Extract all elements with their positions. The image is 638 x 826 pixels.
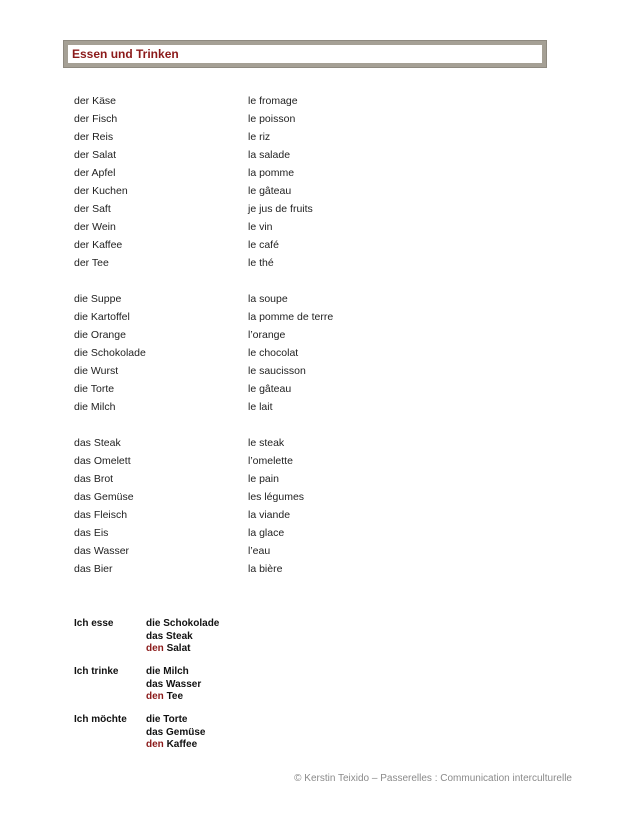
phrase-objects <box>146 618 219 656</box>
noun: Torte <box>163 714 188 725</box>
vocab-row <box>74 524 494 542</box>
german-word: das Omelett <box>74 455 131 467</box>
german-word: der Tee <box>74 257 109 269</box>
french-word: le vin <box>248 221 273 233</box>
article: die <box>146 714 161 725</box>
phrase-object <box>146 714 205 727</box>
noun: Schokolade <box>163 618 220 629</box>
french-word: le poisson <box>248 113 296 125</box>
phrase-subject: Ich möchte <box>74 714 127 725</box>
german-word: das Fleisch <box>74 509 128 521</box>
german-word: der Käse <box>74 95 117 107</box>
article: das <box>146 678 164 690</box>
article: das <box>146 630 164 642</box>
vocab-row <box>74 218 494 236</box>
footer-copyright: © Kerstin Teixido – Passerelles : Communication interculturelle <box>294 773 572 784</box>
vocab-row <box>74 110 494 128</box>
noun: Salat <box>166 643 191 654</box>
vocab-row <box>74 182 494 200</box>
german-word: die Orange <box>74 329 126 341</box>
phrase-object <box>146 631 219 644</box>
accusative-article: den <box>146 643 164 654</box>
phrase-object <box>146 618 219 631</box>
vocab-row <box>74 452 494 470</box>
vocab-row <box>74 434 494 452</box>
french-word: la pomme de terre <box>248 311 334 323</box>
noun: Tee <box>166 691 184 702</box>
vocab-group-der <box>74 92 494 272</box>
german-word: der Fisch <box>74 113 118 125</box>
french-word: le lait <box>248 401 273 413</box>
french-word: le fromage <box>248 95 298 107</box>
french-word: la salade <box>248 149 291 161</box>
vocab-row <box>74 92 494 110</box>
german-word: das Gemüse <box>74 491 134 503</box>
german-word: das Steak <box>74 437 121 449</box>
vocab-row <box>74 290 494 308</box>
german-word: der Reis <box>74 131 114 143</box>
vocab-row <box>74 506 494 524</box>
phrase-object <box>146 739 205 752</box>
vocab-row <box>74 128 494 146</box>
french-word: le steak <box>248 437 285 449</box>
german-word: das Eis <box>74 527 109 539</box>
vocab-row <box>74 344 494 362</box>
german-word: das Bier <box>74 563 113 575</box>
vocab-row <box>74 146 494 164</box>
phrase-object <box>146 691 201 704</box>
french-word: le chocolat <box>248 347 299 359</box>
german-word: die Suppe <box>74 293 122 305</box>
french-word: l’orange <box>248 329 286 341</box>
vocab-row <box>74 164 494 182</box>
page-title: Essen und Trinken <box>72 47 179 61</box>
french-word: l’omelette <box>248 455 293 467</box>
german-word: die Wurst <box>74 365 119 377</box>
german-word: das Brot <box>74 473 114 485</box>
phrase-objects <box>146 666 201 704</box>
vocab-row <box>74 254 494 272</box>
phrase-subject: Ich trinke <box>74 666 119 677</box>
french-word: les légumes <box>248 491 305 503</box>
vocab-row <box>74 398 494 416</box>
phrase-object <box>146 727 205 740</box>
german-word: der Saft <box>74 203 111 215</box>
german-word: die Milch <box>74 401 116 413</box>
vocab-row <box>74 380 494 398</box>
french-word: le pain <box>248 473 279 485</box>
vocab-row <box>74 236 494 254</box>
german-word: das Wasser <box>74 545 130 557</box>
french-word: la glace <box>248 527 285 539</box>
article: die <box>146 666 161 677</box>
article: die <box>146 618 161 629</box>
vocab-group-die <box>74 290 494 416</box>
french-word: l’eau <box>248 545 271 557</box>
phrase-object <box>146 666 201 679</box>
vocab-row <box>74 308 494 326</box>
noun: Wasser <box>166 678 202 690</box>
phrase-object <box>146 679 201 692</box>
noun: Gemüse <box>166 726 206 738</box>
german-word: der Salat <box>74 149 117 161</box>
french-word: la soupe <box>248 293 288 305</box>
title-banner-inner <box>68 45 542 63</box>
french-word: la bière <box>248 563 283 575</box>
phrase-object <box>146 643 219 656</box>
article: das <box>146 726 164 738</box>
french-word: je jus de fruits <box>248 203 313 215</box>
german-word: der Wein <box>74 221 116 233</box>
french-word: le saucisson <box>248 365 306 377</box>
phrase-subject: Ich esse <box>74 618 114 629</box>
vocab-row <box>74 542 494 560</box>
noun: Steak <box>166 630 193 642</box>
title-banner <box>63 40 547 68</box>
vocab-row <box>74 560 494 578</box>
french-word: la viande <box>248 509 291 521</box>
french-word: le gâteau <box>248 383 292 395</box>
german-word: die Schokolade <box>74 347 146 359</box>
german-word: die Torte <box>74 383 115 395</box>
french-word: le riz <box>248 131 271 143</box>
accusative-article: den <box>146 739 164 750</box>
german-word: der Kuchen <box>74 185 128 197</box>
german-word: der Kaffee <box>74 239 123 251</box>
vocab-group-das <box>74 434 494 578</box>
vocab-row <box>74 488 494 506</box>
noun: Kaffee <box>166 739 198 750</box>
vocab-row <box>74 362 494 380</box>
noun: Milch <box>163 666 189 677</box>
german-word: der Apfel <box>74 167 116 179</box>
accusative-article: den <box>146 691 164 702</box>
vocab-row <box>74 326 494 344</box>
german-word: die Kartoffel <box>74 311 130 323</box>
phrase-objects <box>146 714 205 752</box>
vocab-row <box>74 470 494 488</box>
french-word: le gâteau <box>248 185 292 197</box>
vocab-row <box>74 200 494 218</box>
french-word: la pomme <box>248 167 295 179</box>
french-word: le café <box>248 239 279 251</box>
french-word: le thé <box>248 257 274 269</box>
